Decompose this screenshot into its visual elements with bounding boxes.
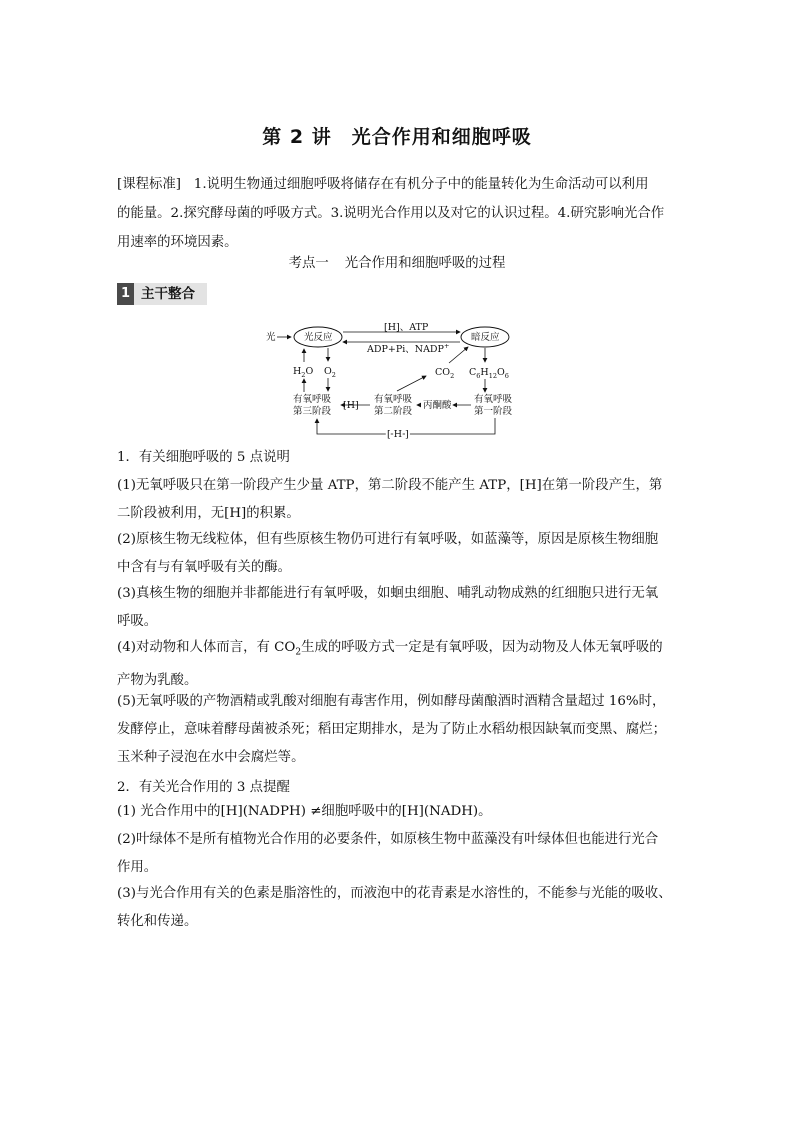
reminder-1: (1) 光合作用中的[H](NADPH) ≠细胞呼吸中的[H](NADH)。 (117, 804, 492, 819)
section-number: 1 (117, 283, 134, 305)
note-1: (1)无氧呼吸只在第一阶段产生少量 ATP，第二阶段不能产生 ATP，[H]在第一阶段产生，第 二阶段被利用，无[H]的积累。 (117, 478, 663, 521)
note-2: (2)原核生物无线粒体，但有些原核生物仍可进行有氧呼吸，如蓝藻等，原因是原核生物细胞 中含有与有氧呼吸有关的酶。 (117, 532, 659, 575)
stage2-label-a: 有氧呼吸 (374, 394, 413, 405)
h-bottom-label: [ H ] (387, 429, 409, 440)
heading-photosynthesis: 2．有关光合作用的 3 点提醒 (117, 780, 290, 795)
note-3: (3)真核生物的细胞并非都能进行有氧呼吸，如蛔虫细胞、哺乳动物成熟的红细胞只进行无氧 呼吸。 (117, 586, 659, 629)
stage2-to-co2-arrow (397, 376, 426, 391)
o2-label: $O_2$ (324, 366, 336, 379)
stage2-label-b: 第二阶段 (374, 406, 413, 417)
light-label: 光 (266, 332, 276, 343)
h2o-label: $H_2O$ (293, 366, 314, 379)
section-header (117, 283, 207, 305)
h-mid-label: [H] (343, 400, 359, 411)
stage1-label-b: 第一阶段 (474, 406, 513, 417)
adp-label: ADP+Pi、NADP+ (367, 342, 450, 355)
heading-cell-respiration: 1．有关细胞呼吸的 5 点说明 (117, 450, 290, 465)
page-title (0, 122, 794, 149)
section-label: 主干整合 (141, 286, 195, 302)
lecture-number: 第 2 讲 (262, 126, 332, 148)
reminder-2: (2)叶绿体不是所有植物光合作用的必要条件，如原核生物中蓝藻没有叶绿体但也能进行光合 作用。 (117, 832, 659, 875)
stage3-label-b: 第三阶段 (293, 406, 332, 417)
pyruvate-label: 丙酮酸 (423, 400, 452, 411)
h-atp-label: [H]、ATP (384, 322, 429, 333)
standard-tag: [课程标准] (117, 177, 182, 192)
co2-to-dark-arrow (449, 347, 468, 363)
reminder-3: (3)与光合作用有关的色素是脂溶性的，而液泡中的花青素是水溶性的，不能参与光能的吸收、 转化和传递。 (117, 886, 672, 929)
process-diagram (263, 318, 535, 446)
note-4: (4)对动物和人体而言，有 $CO_2$生成的呼吸方式一定是有氧呼吸，因为动物及人体无氧呼吸的 产物为乳酸。 (117, 640, 663, 688)
co2-label: $CO_2$ (435, 367, 455, 380)
lecture-topic: 光合作用和细胞呼吸 (351, 126, 532, 148)
kaodian-text: 光合作用和细胞呼吸的过程 (344, 256, 506, 271)
light-reaction-label: 光反应 (304, 332, 333, 343)
standard-line-2: 的能量。2.探究酵母菌的呼吸方式。3.说明光合作用以及对它的认识过程。4.研究影响光合作 (117, 206, 665, 221)
kaodian-label: 考点一 (288, 256, 329, 271)
stage1-label-a: 有氧呼吸 (474, 394, 513, 405)
stage3-label-a: 有氧呼吸 (293, 394, 332, 405)
dark-reaction-label: 暗反应 (471, 332, 500, 343)
standard-line-1: [课程标准] 1.说明生物通过细胞呼吸将储存在有机分子中的能量转化为生命活动可以利用 (117, 177, 649, 192)
course-standard (117, 170, 679, 257)
glucose-label: $C_6H_{12}O_6$ (469, 367, 509, 380)
kaodian-heading (0, 252, 794, 271)
standard-line-3: 用速率的环境因素。 (117, 235, 238, 250)
note-5: (5)无氧呼吸的产物酒精或乳酸对细胞有毒害作用，例如酵母菌酿酒时酒精含量超过 16%时， 发酵停止，意味着酵母菌被杀死；稻田定期排水，是为了防止水稻幼根因缺氧而变黑、腐烂； 玉米种子浸泡在水中会腐烂等。 (117, 694, 667, 765)
